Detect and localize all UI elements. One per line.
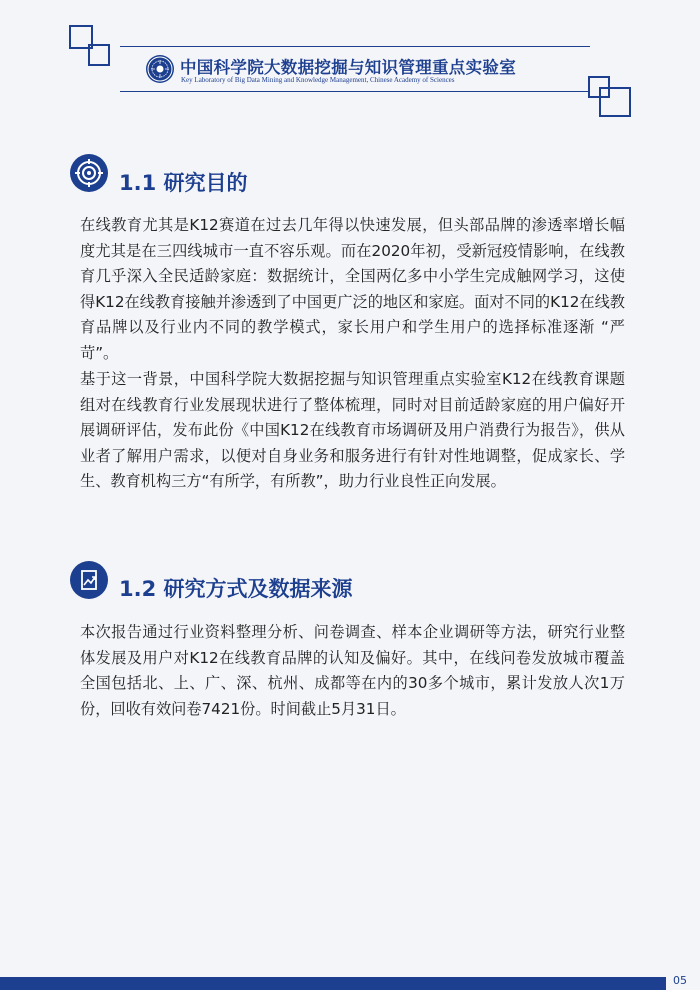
lab-name-en: Key Laboratory of Big Data Mining and Knowledge Management, Chinese Academy of Sciences <box>181 76 455 84</box>
paragraph: 在线教育尤其是K12赛道在过去几年得以快速发展，但头部品牌的渗透率增长幅度尤其是在三四线城市一直不容乐观。而在2020年初，受新冠疫情影响，在线教育几乎深入全民适龄家庭：数据统计，全国两亿多中小学生完成触网学习，这使得K12在线教育接触并渗透到了中国更广泛的地区和家庭。面对不同的K12在线教育品牌以及行业内不同的教学模式，家长用户和学生用户的选择标准逐渐 “严苛”。 <box>80 216 625 362</box>
cas-emblem-icon <box>146 55 174 83</box>
section-title: 1.1 研究目的 <box>119 171 248 195</box>
paragraph: 基于这一背景，中国科学院大数据挖掘与知识管理重点实验室K12在线教育课题组对在线教育行业发展现状进行了整体梳理，同时对目前适龄家庭的用户偏好开展调研评估，发布此份《中国K12在线教育市场调研及用户消费行为报告》，供从业者了解用户需求，以便对自身业务和服务进行有针对性地调整，促成家长、学生、教育机构三方“有所学，有所教”，助力行业良性正向发展。 <box>80 370 625 491</box>
paragraph: 本次报告通过行业资料整理分析、问卷调查、样本企业调研等方法，研究行业整体发展及用户对K12在线教育品牌的认知及偏好。其中，在线问卷发放城市覆盖全国包括北、上、广、深、杭州、成都等在内的30多个城市，累计发放人次1万份，回收有效问卷7421份。时间截止5月31日。 <box>80 623 625 718</box>
section-title: 1.2 研究方式及数据来源 <box>119 577 353 601</box>
page-number: 05 <box>673 974 687 987</box>
header-rule-top <box>120 46 590 47</box>
lab-name-cn: 中国科学院大数据挖掘与知识管理重点实验室 <box>180 58 516 77</box>
header-rule-bottom <box>120 91 588 92</box>
footer-bar <box>0 977 666 990</box>
target-icon <box>70 154 108 192</box>
header-deco-square-right-inner <box>599 87 631 117</box>
report-chart-icon <box>70 561 108 599</box>
header-deco-square-left-inner <box>88 44 110 66</box>
